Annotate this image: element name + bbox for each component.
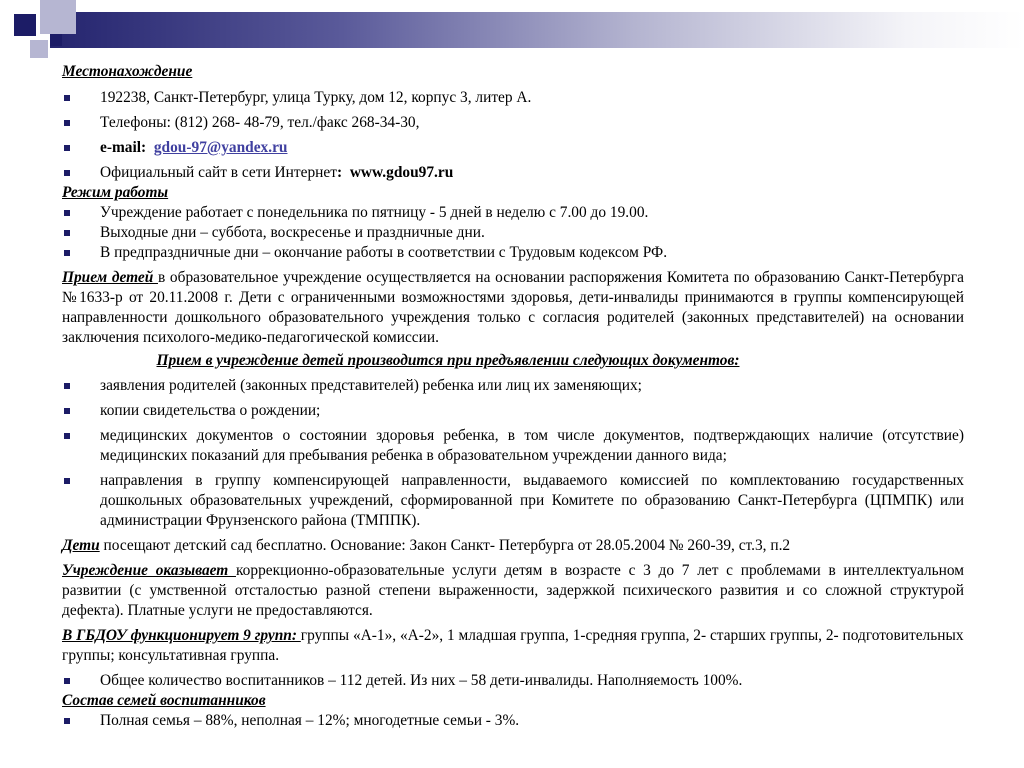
families-item: Полная семья – 88%, неполная – 12%; многодетные семьи - 3%. (62, 711, 964, 731)
location-heading: Местонахождение (62, 63, 193, 80)
email-item (62, 138, 964, 158)
content (62, 62, 964, 731)
decor-square-light (40, 0, 76, 34)
groups-text: группы «А-1», «А-2», 1 младшая группа, 1-средняя группа, 2- старших группы, 2- подготовительных группы; консультативная группа. (62, 627, 964, 664)
document-item: копии свидетельства о рождении; (62, 401, 964, 421)
document-item: заявления родителей (законных представителей) ребенка или лиц их заменяющих; (62, 376, 964, 396)
services-paragraph (62, 561, 964, 621)
decor-square-dark (14, 14, 36, 36)
site-colon: : (336, 164, 343, 181)
schedule-item: Выходные дни – суббота, воскресенье и праздничные дни. (62, 223, 964, 243)
admission-text: в образовательное учреждение осуществляется на основании распоряжения Комитета по образованию Санкт-Петербурга №1633-р от 20.11.2008 г. Дети с ограниченными возможностями здоровья, дети-инвалиды принимаются в группы компенсирующей направленности дошкольного образовательного учреждения только с согласия родителей (законных представителей) на основании заключения психолого-медико-педагогической комиссии. (62, 269, 964, 346)
families-heading: Состав семей воспитанников (62, 692, 266, 709)
admission-heading: Прием детей (62, 269, 158, 286)
schedule-item: Учреждение работает с понедельника по пятницу - 5 дней в неделю с 7.00 до 19.00. (62, 203, 964, 223)
free-heading: Дети (62, 537, 100, 554)
email-label: e-mail: (100, 139, 147, 156)
address-item: 192238, Санкт-Петербург, улица Турку, дом 12, корпус 3, литер А. (62, 88, 964, 108)
services-text: коррекционно-образовательные услуги детям в возрасте с 3 до 7 лет с проблемами в интеллектуальном развитии (с умственной отсталостью разной степени выраженности, задержкой психического развития и со сложной структурой дефекта). Платные услуги не предоставляются. (62, 562, 964, 619)
site-url[interactable]: www.gdou97.ru (349, 164, 454, 181)
site-item (62, 163, 964, 183)
decor-square-dark-small (50, 34, 62, 46)
phones-item: Телефоны: (812) 268- 48-79, тел./факс 268-34-30, (62, 113, 964, 133)
groups-count-item: Общее количество воспитанников – 112 детей. Из них – 58 дети-инвалиды. Наполняемость 100%. (62, 671, 964, 691)
header-gradient-band (50, 12, 1024, 48)
free-text: посещают детский сад бесплатно. Основание: Закон Санкт- Петербурга от 28.05.2004 № 260-39, ст.3, п.2 (99, 537, 791, 554)
services-heading: Учреждение оказывает (62, 562, 236, 579)
admission-paragraph (62, 268, 964, 348)
site-label: Официальный сайт в сети Интернет (100, 164, 337, 181)
documents-heading: Прием в учреждение детей производится при предъявлении следующих документов: (156, 352, 740, 369)
schedule-heading: Режим работы (62, 184, 169, 201)
groups-paragraph (62, 626, 964, 666)
schedule-item: В предпраздничные дни – окончание работы в соответствии с Трудовым кодексом РФ. (62, 243, 964, 263)
document-item: медицинских документов о состоянии здоровья ребенка, в том числе документов, подтверждающих наличие (отсутствие) медицинских показаний для пребывания ребенка в образовательном учреждении данного вида; (62, 426, 964, 466)
free-paragraph (62, 536, 964, 556)
document-item: направления в группу компенсирующей направленности, выдаваемого комиссией по комплектованию государственных дошкольных образовательных учреждений, сформированной при Комитете по образованию Санкт-Петербурга (ЦПМПК) или администрации Фрунзенского района (ТМППК). (62, 471, 964, 531)
groups-heading: В ГБДОУ функционирует 9 групп: (62, 627, 301, 644)
decor-square-light-small (30, 40, 48, 58)
email-link[interactable]: gdou-97@yandex.ru (153, 139, 288, 156)
